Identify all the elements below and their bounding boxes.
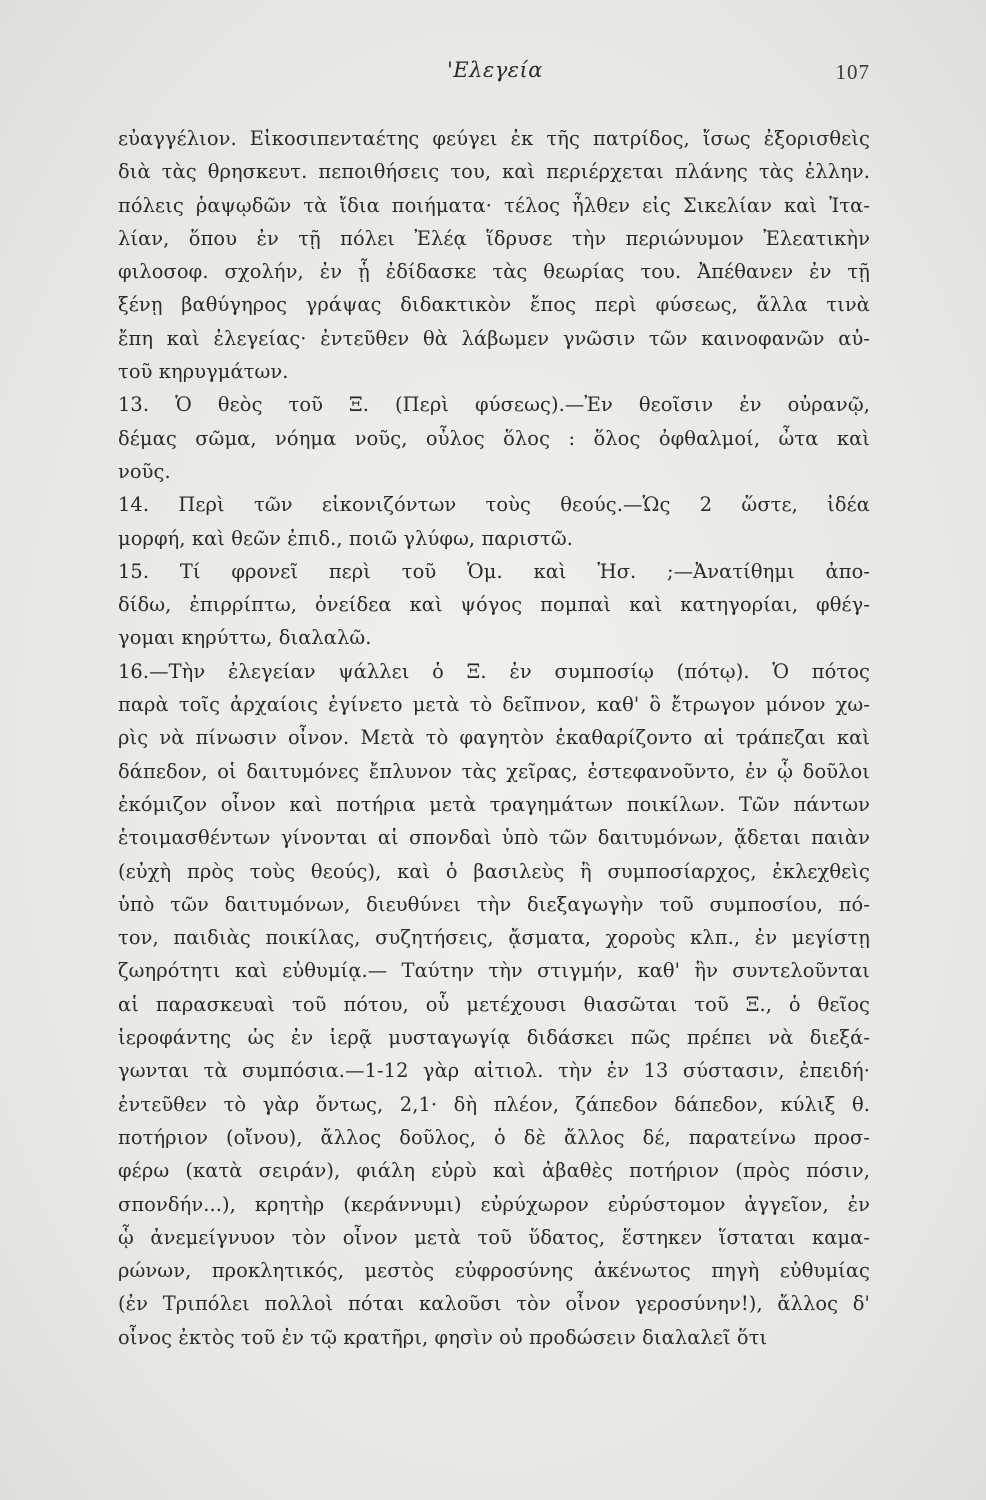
text-line: μορφή, καὶ θεῶν ἐπιδ., ποιῶ γλύφω, παριστῶ. [118,526,574,550]
text-line: εὐαγγέλιον. Εἰκοσιπενταέτης φεύγει ἐκ τῆς πατρίδος, ἴσως ἐξορισθεὶς [118,127,870,150]
text-line: ὑπὸ τῶν δαιτυμόνων, διευθύνει τὴν διεξαγωγὴν τοῦ συμποσίου, πό- [118,892,870,916]
text-line: γομαι κηρύττω, διαλαλῶ. [118,626,372,650]
text-line: σπονδήν...), κρητὴρ (κεράννυμι) εὐρύχωρον εὐρύστομον ἀγγεῖον, ἐν [118,1192,870,1216]
text-line: ᾧ ἀνεμείγνυον τὸν οἶνον μετὰ τοῦ ὕδατος, ἕστηκεν ἵσταται καμα- [118,1225,870,1249]
text-line: διὰ τὰς θρησκευτ. πεποιθήσεις του, καὶ περιέρχεται πλάνης τὰς ἑλλην. [118,160,870,184]
text-line: ποτήριον (οἴνου), ἄλλος δοῦλος, ὁ δὲ ἄλλος δέ, παρατείνω προσ- [118,1125,870,1149]
text-line: (εὐχὴ πρὸς τοὺς θεούς), καὶ ὁ βασιλεὺς ἢ συμποσίαρχος, ἐκλεχθεὶς [118,859,870,883]
text-line: ρώνων, προκλητικός, μεστὸς εὐφροσύνης ἀκένωτος πηγὴ εὐθυμίας [118,1259,870,1283]
section-13-line: 13. Ὁ θεὸς τοῦ Ξ. (Περὶ φύσεως).—Ἐν θεοῖσιν ἐν οὐρανῷ, [118,393,870,417]
section-16-line: 16.—Τὴν ἐλεγείαν ψάλλει ὁ Ξ. ἐν συμποσίῳ (πότῳ). Ὁ πότος [118,659,870,683]
text-line: δέμας σῶμα, νόημα νοῦς, οὖλος ὅλος : ὅλος ὀφθαλμοί, ὦτα καὶ [118,426,870,450]
text-line: ρὶς νὰ πίνωσιν οἶνον. Μετὰ τὸ φαγητὸν ἐκαθαρίζοντο αἱ τράπεζαι καὶ [118,726,870,750]
text-line: ζωηρότητι καὶ εὐθυμίᾳ.— Ταύτην τὴν στιγμήν, καθ' ἣν συντελοῦνται [118,959,870,983]
text-line: (ἐν Τριπόλει πολλοὶ πόται καλοῦσι τὸν οἶνον γεροσύνην!), ἄλλος δ' [118,1292,870,1316]
text-line: ἐντεῦθεν τὸ γὰρ ὄντως, 2,1· δὴ πλέον, ζάπεδον δάπεδον, κύλιξ θ. [118,1092,870,1116]
text-line: δίδω, ἐπιρρίπτω, ὀνείδεα καὶ ψόγος πομπαὶ καὶ κατηγορίαι, φθέγ- [118,593,870,617]
text-line: αἱ παρασκευαὶ τοῦ πότου, οὗ μετέχουσι θιασῶται τοῦ Ξ., ὁ θεῖος [118,992,870,1016]
body-text [118,122,870,1354]
section-15-line: 15. Τί φρονεῖ περὶ τοῦ Ὁμ. καὶ Ἡσ. ;—Ἀνατίθημι ἀπο- [118,559,870,583]
text-line: λίαν, ὅπου ἐν τῇ πόλει Ἐλέᾳ ἵδρυσε τὴν περιώνυμον Ἐλεατικὴν [118,226,870,250]
running-title: 'Ελεγεία [447,58,543,82]
text-line: τοῦ κηρυγμάτων. [118,360,289,384]
text-line: ἱεροφάντης ὡς ἐν ἱερᾷ μυσταγωγίᾳ διδάσκει πῶς πρέπει νὰ διεξά- [118,1026,870,1050]
text-line: γωνται τὰ συμπόσια.—1-12 γὰρ αἰτιολ. τὴν ἐν 13 σύστασιν, ἐπειδή· [118,1059,870,1083]
text-line: φιλοσοφ. σχολήν, ἐν ᾗ ἐδίδασκε τὰς θεωρίας του. Ἀπέθανεν ἐν τῇ [118,260,870,284]
running-head [120,58,870,92]
text-line: παρὰ τοῖς ἀρχαίοις ἐγίνετο μετὰ τὸ δεῖπνον, καθ' ὃ ἔτρωγον μόνον χω- [118,693,870,717]
text-line: ἐκόμιζον οἶνον καὶ ποτήρια μετὰ τραγημάτων ποικίλων. Τῶν πάντων [118,792,870,816]
text-line: τον, παιδιὰς ποικίλας, συζητήσεις, ᾄσματα, χοροὺς κλπ., ἐν μεγίστῃ [118,926,870,950]
text-line: οἶνος ἐκτὸς τοῦ ἐν τῷ κρατῆρι, φησὶν οὐ προδώσειν διαλαλεῖ ὅτι [118,1325,768,1349]
text-line: δάπεδον, οἱ δαιτυμόνες ἔπλυνον τὰς χεῖρας, ἐστεφανοῦντο, ἐν ᾧ δοῦλοι [118,759,870,783]
text-line: ξένῃ βαθύγηρος γράψας διδακτικὸν ἔπος περὶ φύσεως, ἄλλα τινὰ [118,293,870,317]
text-line: ἔπη καὶ ἐλεγείας· ἐντεῦθεν θὰ λάβωμεν γνῶσιν τῶν καινοφανῶν αὐ- [118,326,870,350]
text-line: φέρω (κατὰ σειράν), φιάλη εὐρὺ καὶ ἀβαθὲς ποτήριον (πρὸς πόσιν, [118,1159,870,1183]
text-line: πόλεις ῥαψῳδῶν τὰ ἴδια ποιήματα· τέλος ἦλθεν εἰς Σικελίαν καὶ Ἰτα- [118,193,870,217]
page-number: 107 [835,60,870,84]
text-line: νοῦς. [118,459,171,483]
section-14-line: 14. Περὶ τῶν εἰκονιζόντων τοὺς θεούς.—Ὡς 2 ὥστε, ἰδέα [118,493,870,517]
text-line: ἑτοιμασθέντων γίνονται αἱ σπονδαὶ ὑπὸ τῶν δαιτυμόνων, ᾄδεται παιὰν [118,826,870,850]
